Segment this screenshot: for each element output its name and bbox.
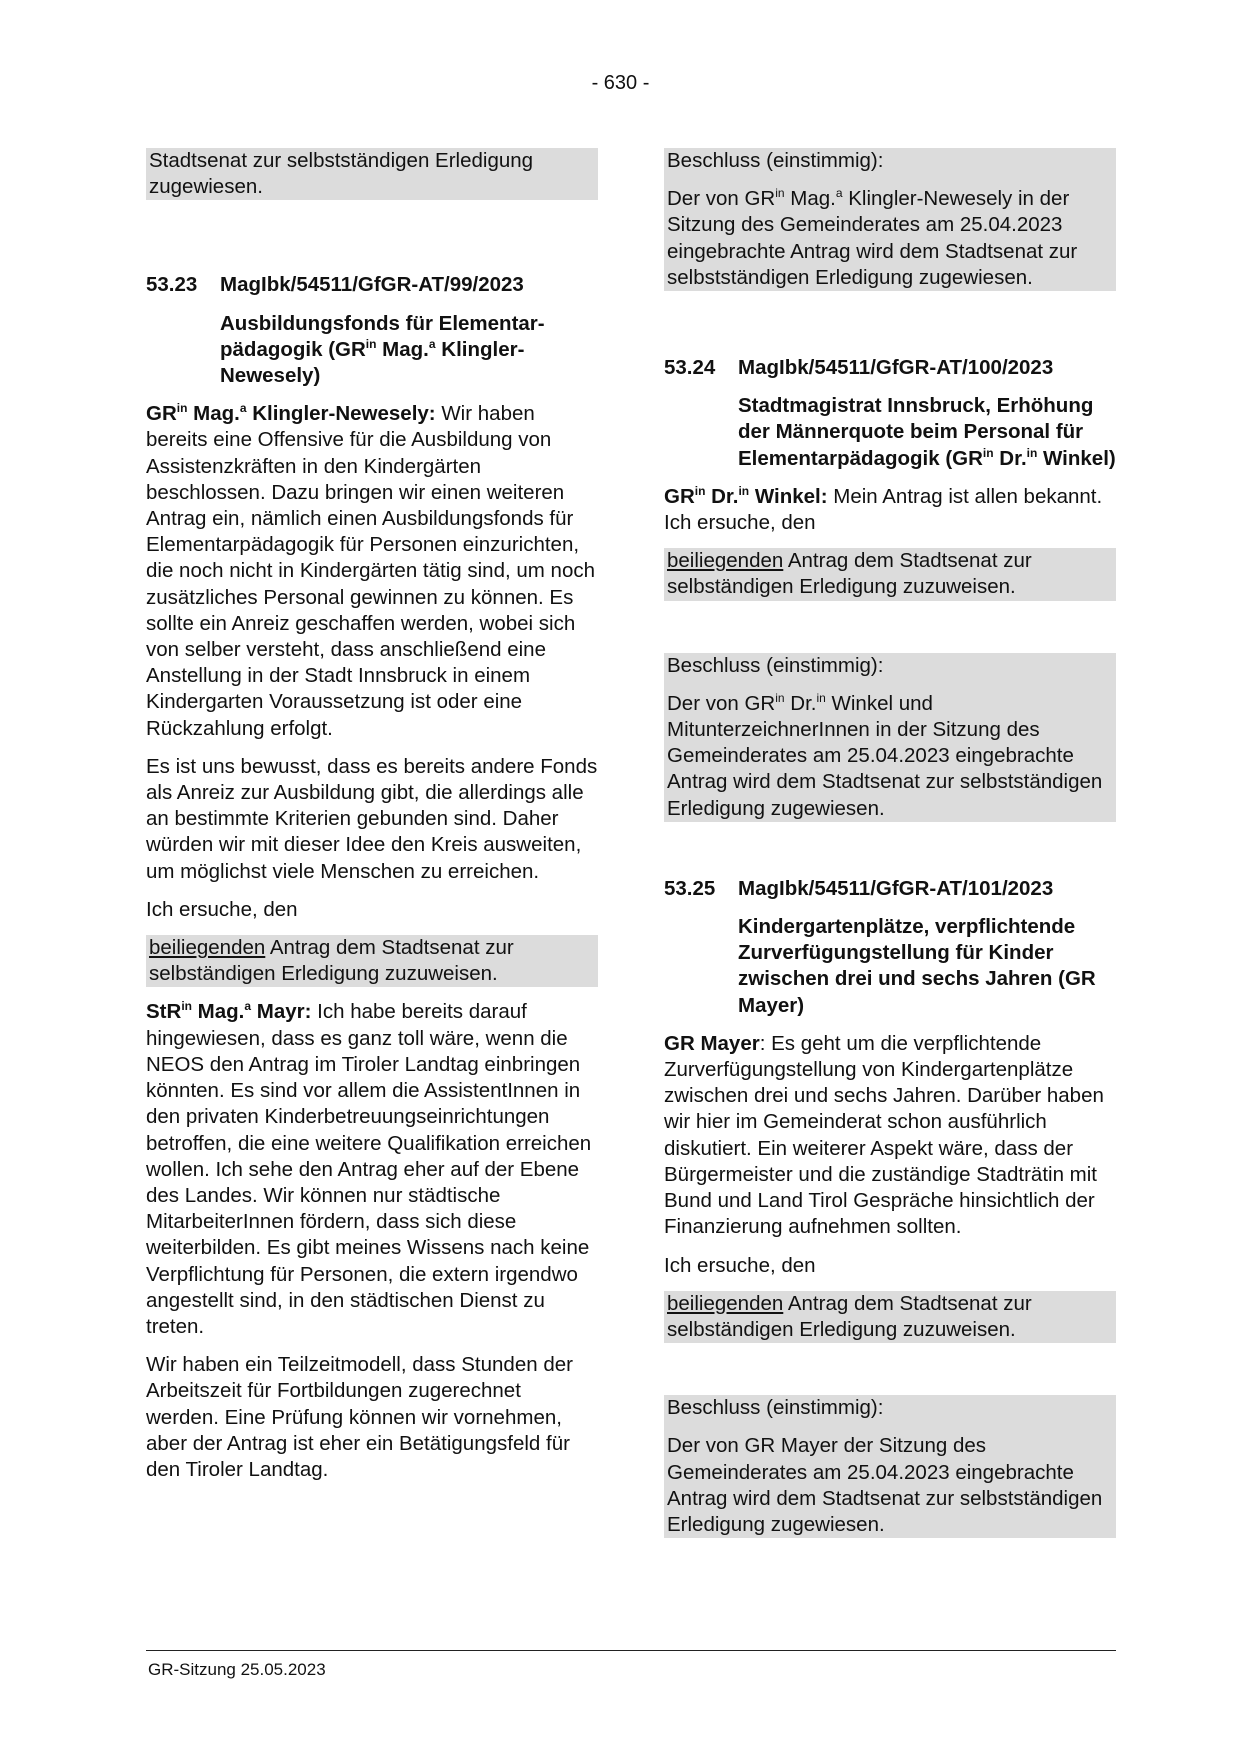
footer-divider <box>146 1650 1116 1651</box>
speaker-name: $GR^{in}$ Mag.$^a$ Klingler-Newesely: <box>146 401 436 426</box>
speaker-name: $GR^{in}$ Dr.$^{in}$ Winkel: <box>664 484 828 508</box>
decision-label: Beschluss (einstimmig): <box>667 653 884 677</box>
paragraph: Es ist uns bewusst, dass es bereits andere Fonds als Anreiz zur Ausbildung gibt, die allerdings alle an bestimmte Kriterien gebunden sind. Daher würden wir mit dieser Idee den Kreis ausweiten, um möglichst viele Menschen zu erreichen. <box>146 754 598 883</box>
agenda-item-heading <box>664 876 1116 902</box>
agenda-item-title: Ausbildungsfonds für Elementar-pädagogik ($GR^{in}$ Mag.$^a$ Klingler-Newesely) <box>220 311 545 388</box>
agenda-item-title: Stadtmagistrat Innsbruck, Erhöhung der Männerquote beim Personal für Elementarpädagogik ($GR^{in}$ Dr.$^{in}$ Winkel) <box>738 394 1116 470</box>
decision-block <box>664 653 1116 822</box>
agenda-item-reference: MagIbk/54511/GfGR-AT/100/2023 <box>738 356 1054 380</box>
speaker-statement: $GR^{in}$ Dr.$^{in}$ Winkel: Mein Antrag ist allen bekannt. Ich ersuche, den <box>664 484 1103 535</box>
agenda-item-title: Kindergartenplätze, verpflichtende Zurverfügungstellung für Kinder zwischen drei und sechs Jahren (GR Mayer) <box>738 915 1096 1017</box>
motion-request: beiliegenden Antrag dem Stadtsenat zur selbständigen Erledigung zuzuweisen. <box>664 1291 1116 1343</box>
motion-request: beiliegenden Antrag dem Stadtsenat zur selbständigen Erledigung zuzuweisen. <box>664 548 1116 600</box>
speaker-statement: StR$^{in}$ Mag.$^a$ Mayr: Ich habe bereits darauf hingewiesen, dass es ganz toll wäre, wenn die NEOS den Antrag im Tiroler Landtag einbringen könnten. Es sind vor allem die AssistentInnen in den privaten Kinderbetreuungseinrichtungen betroffen, die eine weitere Qualifikation erreichen wollen. Ich sehe den Antrag eher auf der Ebene des Landes. Wir können nur städtische MitarbeiterInnen fördern, dass sich diese weiterbilden. Es gibt meines Wissens nach keine Verpflichtung für Personen, die extern irgendwo angestellt sind, in den städtischen Dienst zu treten. <box>146 999 592 1338</box>
shaded-continuation: Stadtsenat zur selbstständigen Erledigung zugewiesen. <box>146 148 598 200</box>
speaker-statement: GR Mayer: Es geht um die verpflichtende Zurverfügungstellung von Kindergartenplätze zwischen drei und sechs Jahren. Darüber haben wir hier im Gemeinderat schon ausführlich diskutiert. Ein weiterer Aspekt wäre, dass der Bürgermeister und die zuständige Stadträtin mit Bund und Land Tirol Gespräche hinsichtlich der Finanzierung aufnehmen sollten. <box>664 1031 1104 1239</box>
decision-text: Der von $GR^{in}$ Dr.$^{in}$ Winkel und MitunterzeichnerInnen in der Sitzung des Gemeinderates am 25.04.2023 eingebrachte Antrag wird dem Stadtsenat zur selbstständigen Erledigung zugewiesen. <box>667 691 1103 820</box>
speaker-statement: $GR^{in}$ Mag.$^a$ Klingler-Newesely: Wir haben bereits eine Offensive für die Ausbildung von Assistenzkräften in den Kindergärten beschlossen. Dazu bringen wir einen weiteren Antrag ein, nämlich einen Ausbildungsfonds für Elementarpädagogik für Personen einzurichten, die noch nicht in Kindergärten tätig sind, um noch zusätzliches Personal gewinnen zu können. Es sollte ein Anreiz geschaffen werden, wobei sich von selber versteht, dass anschließend eine Anstellung in der Stadt Innsbruck in einem Kindergarten Voraussetzung ist oder eine Rückzahlung erfolgt. <box>146 401 595 740</box>
speaker-name: GR Mayer <box>664 1031 760 1055</box>
decision-label: Beschluss (einstimmig): <box>667 149 884 172</box>
decision-block <box>664 148 1116 291</box>
agenda-item-number: 53.23 <box>146 273 198 297</box>
decision-label: Beschluss (einstimmig): <box>667 1396 884 1420</box>
decision-text: Der von $GR^{in}$ Mag.$^a$ Klingler-Newesely in der Sitzung des Gemeinderates am 25.04.2023 eingebrachte Antrag wird dem Stadtsenat zur selbstständigen Erledigung zugewiesen. <box>667 186 1078 289</box>
decision-text: Der von GR Mayer der Sitzung des Gemeinderates am 25.04.2023 eingebrachte Antrag wird dem Stadtsenat zur selbstständigen Erledigung zugewiesen. <box>667 1434 1103 1536</box>
agenda-item-heading <box>146 272 598 298</box>
agenda-item-heading <box>664 355 1116 381</box>
request-line: Ich ersuche, den <box>664 1253 816 1277</box>
page-number: - 630 - <box>591 72 650 94</box>
agenda-item-number: 53.24 <box>664 356 716 380</box>
request-line: Ich ersuche, den <box>146 897 298 921</box>
right-column <box>664 148 1116 1538</box>
footer-session-date: GR-Sitzung 25.05.2023 <box>148 1660 326 1679</box>
motion-request: beiliegenden Antrag dem Stadtsenat zur selbständigen Erledigung zuzuweisen. <box>146 935 598 987</box>
decision-block <box>664 1395 1116 1538</box>
agenda-item-reference: MagIbk/54511/GfGR-AT/99/2023 <box>220 273 524 297</box>
agenda-item-number: 53.25 <box>664 876 716 900</box>
speaker-name: StR$^{in}$ Mag.$^a$ Mayr: <box>146 999 312 1024</box>
agenda-item-reference: MagIbk/54511/GfGR-AT/101/2023 <box>738 876 1054 900</box>
left-column <box>146 148 598 1495</box>
paragraph: Wir haben ein Teilzeitmodell, dass Stunden der Arbeitszeit für Fortbildungen zugerechnet werden. Eine Prüfung können wir vornehmen, aber der Antrag ist eher ein Betätigungsfeld für den Tiroler Landtag. <box>146 1353 573 1481</box>
